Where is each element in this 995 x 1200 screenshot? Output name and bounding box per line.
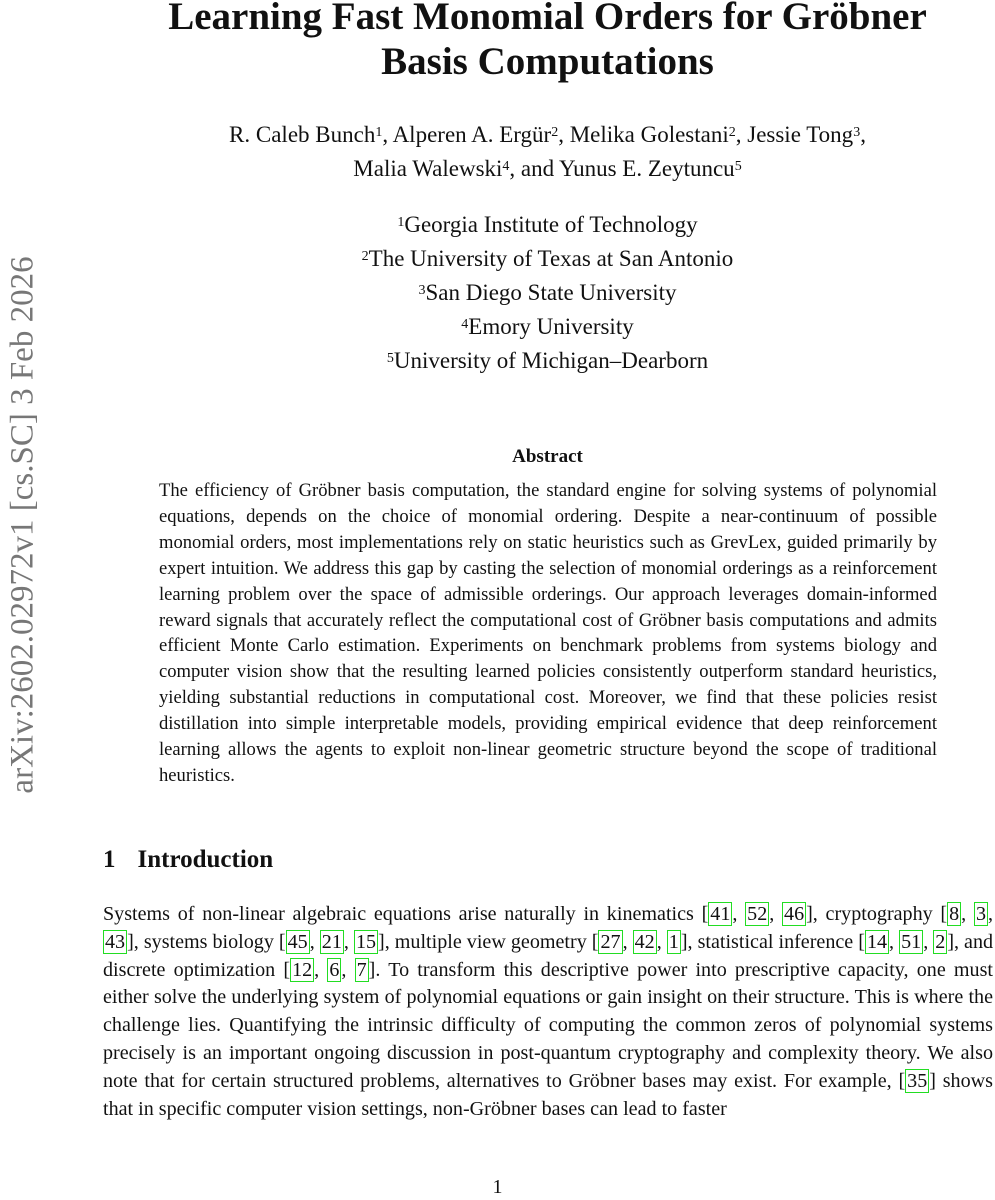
paragraph-text: ]. To transform this descriptive power into prescriptive capacity, one must either solve the underlying system of polynomial equations or gain insight on their structure. This is where the challenge lies. Quantifying the intrinsic difficulty of computing the common zeros of polynomial systems precisely is an important ongoing discussion in post-quantum cryptography and complexity theory. We also note that for certain structured problems, alternatives to Gröbner bases may exist. For example, [	[103, 958, 994, 1092]
citation-link[interactable]: 8	[949, 903, 960, 925]
citation-link[interactable]: 45	[287, 930, 308, 953]
citation-link[interactable]: 3	[975, 903, 986, 925]
affiliation-name: Georgia Institute of Technology	[404, 212, 698, 237]
affiliation-number: 5	[386, 351, 394, 366]
citation-link[interactable]: 43	[105, 930, 126, 953]
affiliation-name: San Diego State University	[425, 280, 677, 305]
affiliation-list	[100, 208, 995, 378]
citation-link[interactable]: 42	[634, 930, 655, 953]
affiliation-marker: 3	[853, 125, 861, 140]
citation-link[interactable]: 51	[901, 930, 922, 953]
affiliation-marker: 2	[728, 125, 736, 140]
affiliation-number: 4	[461, 317, 469, 332]
citation-link[interactable]: 12	[292, 958, 313, 981]
citation-link[interactable]: 21	[321, 930, 342, 953]
author-name: Malia Walewski	[353, 156, 503, 181]
affiliation-item	[100, 242, 995, 276]
affiliation-item	[100, 344, 995, 378]
affiliation-name: The University of Texas at San Antonio	[368, 246, 734, 271]
arxiv-identifier-text: arXiv:2602.02972v1 [cs.SC] 3 Feb 2026	[4, 256, 41, 794]
paragraph-text: ], multiple view geometry [	[378, 930, 599, 953]
affiliation-name: Emory University	[468, 314, 634, 339]
affiliation-marker: 4	[502, 159, 510, 174]
title-line-1: Learning Fast Monomial Orders for Gröbner	[168, 0, 927, 38]
paragraph-text: ], cryptography [	[806, 903, 948, 925]
section-number: 1	[103, 846, 116, 873]
affiliation-marker: 1	[375, 125, 383, 140]
affiliation-number: 2	[361, 249, 369, 264]
abstract-heading: Abstract	[512, 446, 583, 467]
author-name: R. Caleb Bunch	[229, 122, 376, 147]
paragraph-text: ], systems biology [	[127, 930, 286, 953]
paragraph-text: ] shows that in specific computer vision settings, non-Gröbner bases can lead to faster	[103, 1069, 993, 1120]
abstract-body: The efficiency of Gröbner basis computation, the standard engine for solving systems of polynomial equations, depends on the choice of monomial ordering. Despite a near-continuum of possible monomial orders, most implementations rely on static heuristics such as GrevLex, guided primarily by expert intuition. We address this gap by casting the selection of monomial orderings as a reinforcement learning problem over the space of admissible orderings. Our approach leverages domain-informed reward signals that accurately reflect the computational cost of Gröbner basis computations and admits efficient Monte Carlo estimation. Experiments on benchmark problems from systems biology and computer vision show that the resulting learned policies consistently outperform standard heuristics, yielding substantial reductions in computational cost. Moreover, we find that these policies resist distillation into simple interpretable models, providing empirical evidence that deep reinforcement learning allows the agents to exploit non-linear geometric structure beyond the scope of traditional heuristics.	[159, 480, 937, 786]
section-heading	[103, 846, 273, 874]
paragraph-text: ], and discrete optimization [	[103, 930, 994, 981]
author-list	[100, 118, 995, 186]
author-line-2	[100, 152, 995, 186]
affiliation-name: University of Michigan–Dearborn	[393, 348, 709, 373]
page-number: 1	[492, 1176, 503, 1198]
citation-link[interactable]: 41	[710, 903, 731, 925]
citation-link[interactable]: 7	[356, 958, 367, 981]
citation-link[interactable]: 15	[355, 930, 377, 953]
paragraph-text: Systems of non-linear algebraic equations arise naturally in kinematics [	[103, 903, 709, 925]
title-line-2: Basis Computations	[381, 40, 714, 83]
author-separator: ,	[860, 122, 866, 147]
affiliation-number: 1	[397, 215, 405, 230]
citation-link[interactable]: 1	[668, 930, 679, 953]
author-name: , Alperen A. Ergür	[382, 122, 552, 147]
author-name: , Jessie Tong	[735, 122, 854, 147]
arxiv-identifier-stamp	[0, 205, 46, 845]
citation-link[interactable]: 14	[866, 930, 888, 953]
affiliation-number: 3	[418, 283, 426, 298]
affiliation-marker: 2	[551, 125, 559, 140]
author-line-1	[100, 118, 995, 152]
author-name: , Melika Golestani	[558, 122, 729, 147]
author-name: , and Yunus E. Zeytuncu	[509, 156, 735, 181]
affiliation-item	[100, 276, 995, 310]
introduction-paragraph: Systems of non-linear algebraic equations arise naturally in kinematics [41, 52, 46], cryptography [8, 3, 43], systems biology [45, 21, 15], multiple view geometry [27, 42, 1], statistical inference [14, 51, 2], and discrete optimization [12, 6, 7]. To transform this descriptive power into prescriptive capacity, one must either solve the underlying system of polynomial equations or gain insight on their structure. This is where the challenge lies. Quantifying the intrinsic difficulty of computing the common zeros of polynomial systems precisely is an important ongoing discussion in post-quantum cryptography and complexity theory. We also note that for certain structured problems, alternatives to Gröbner bases may exist. For example, [35] shows that in specific computer vision settings, non-Gröbner bases can lead to faster	[103, 903, 994, 1120]
paragraph-text: ], statistical inference [	[680, 930, 865, 953]
citation-link[interactable]: 6	[329, 958, 340, 981]
affiliation-item	[100, 208, 995, 242]
citation-link[interactable]: 27	[600, 930, 621, 953]
citation-link[interactable]: 46	[784, 903, 805, 925]
citation-link[interactable]: 52	[747, 903, 768, 925]
affiliation-marker: 5	[734, 159, 742, 174]
paper-title	[100, 0, 995, 84]
affiliation-item	[100, 310, 995, 344]
section-title: Introduction	[137, 846, 274, 873]
citation-link[interactable]: 2	[935, 930, 946, 953]
citation-link[interactable]: 35	[907, 1069, 928, 1092]
